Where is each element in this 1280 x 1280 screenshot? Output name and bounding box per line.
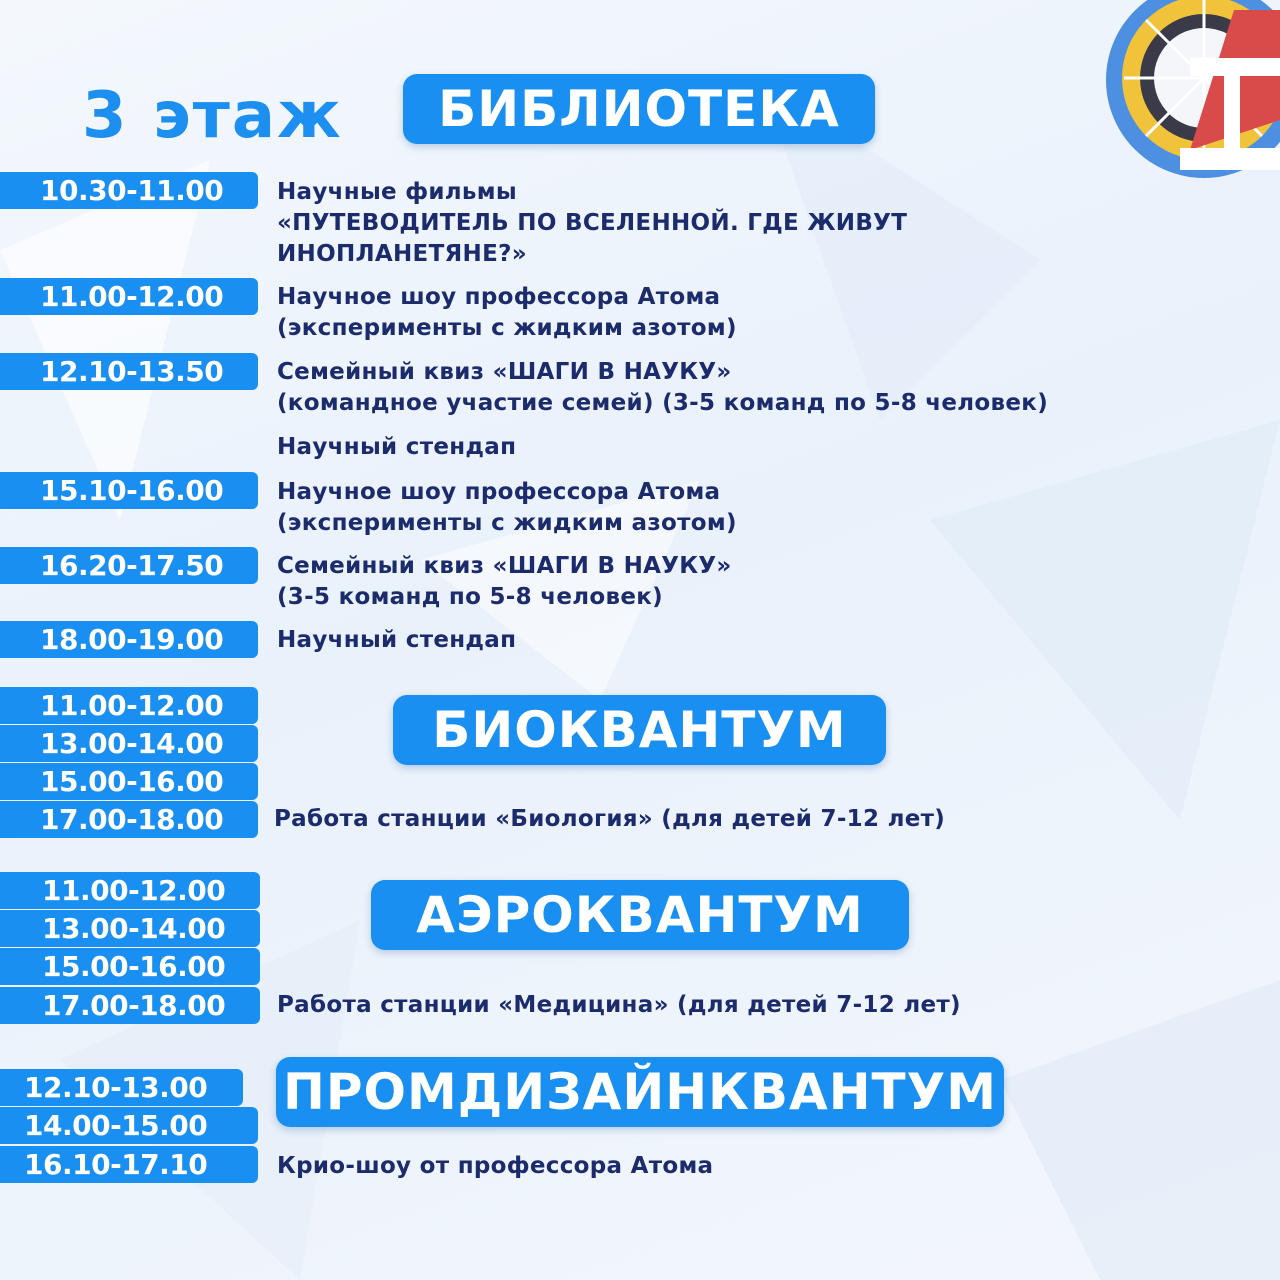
event-description bbox=[277, 551, 732, 613]
time-badge: 15.00-16.00 bbox=[0, 948, 260, 985]
event-line: Научные фильмы bbox=[277, 179, 517, 205]
event-line: Семейный квиз «ШАГИ В НАУКУ» bbox=[277, 359, 732, 385]
time-badge: 14.00-15.00 bbox=[0, 1107, 258, 1144]
time-badge: 11.00-12.00 bbox=[0, 872, 260, 909]
event-description bbox=[277, 282, 737, 344]
time-badge: 11.00-12.00 bbox=[0, 278, 258, 315]
event-description bbox=[277, 477, 737, 539]
event-line: Семейный квиз «ШАГИ В НАУКУ» bbox=[277, 553, 732, 579]
event-line: (эксперименты с жидким азотом) bbox=[277, 510, 737, 536]
event-description bbox=[277, 177, 907, 270]
event-description bbox=[277, 357, 1048, 419]
section-title-biokvantum: БИОКВАНТУМ bbox=[393, 695, 886, 765]
time-badge: 15.00-16.00 bbox=[0, 763, 258, 800]
event-line: «ПУТЕВОДИТЕЛЬ ПО ВСЕЛЕННОЙ. ГДЕ ЖИВУТ bbox=[277, 210, 908, 236]
event-description bbox=[277, 432, 516, 463]
event-line: ИНОПЛАНЕТЯНЕ?» bbox=[277, 241, 527, 267]
floor-title: 3 этаж bbox=[82, 79, 343, 153]
event-line: (3-5 команд по 5-8 человек) bbox=[277, 584, 663, 610]
event-line: Научное шоу профессора Атома bbox=[277, 284, 721, 310]
time-badge: 16.10-17.10 bbox=[0, 1146, 258, 1183]
time-badge: 15.10-16.00 bbox=[0, 472, 258, 509]
event-line: Научный стендап bbox=[277, 627, 517, 653]
time-badge: 17.00-18.00 bbox=[0, 987, 260, 1024]
event-description: Крио-шоу от профессора Атома bbox=[277, 1153, 714, 1179]
time-badge: 13.00-14.00 bbox=[0, 725, 258, 762]
time-badge: 11.00-12.00 bbox=[0, 687, 258, 724]
event-description bbox=[277, 625, 516, 656]
section-title-library: БИБЛИОТЕКА bbox=[403, 74, 875, 144]
event-line: Научный стендап bbox=[277, 434, 517, 460]
event-line: Научное шоу профессора Атома bbox=[277, 479, 721, 505]
time-badge: 13.00-14.00 bbox=[0, 910, 260, 947]
time-badge: 17.00-18.00 bbox=[0, 801, 258, 838]
time-badge: 10.30-11.00 bbox=[0, 172, 258, 209]
event-description: Работа станции «Биология» (для детей 7-12 лет) bbox=[274, 806, 946, 832]
section-title-promdesignkvantum: ПРОМДИЗАЙНКВАНТУМ bbox=[276, 1057, 1004, 1127]
section-title-aerokvantum: АЭРОКВАНТУМ bbox=[371, 880, 909, 950]
event-line: (командное участие семей) (3-5 команд по 5-8 человек) bbox=[277, 390, 1049, 416]
time-badge: 16.20-17.50 bbox=[0, 547, 258, 584]
event-logo-emblem bbox=[1094, 0, 1280, 190]
event-line: (эксперименты с жидким азотом) bbox=[277, 315, 737, 341]
time-badge: 18.00-19.00 bbox=[0, 621, 258, 658]
time-badge: 12.10-13.00 bbox=[0, 1069, 243, 1106]
event-description: Работа станции «Медицина» (для детей 7-12 лет) bbox=[277, 992, 961, 1018]
time-badge: 12.10-13.50 bbox=[0, 353, 258, 390]
